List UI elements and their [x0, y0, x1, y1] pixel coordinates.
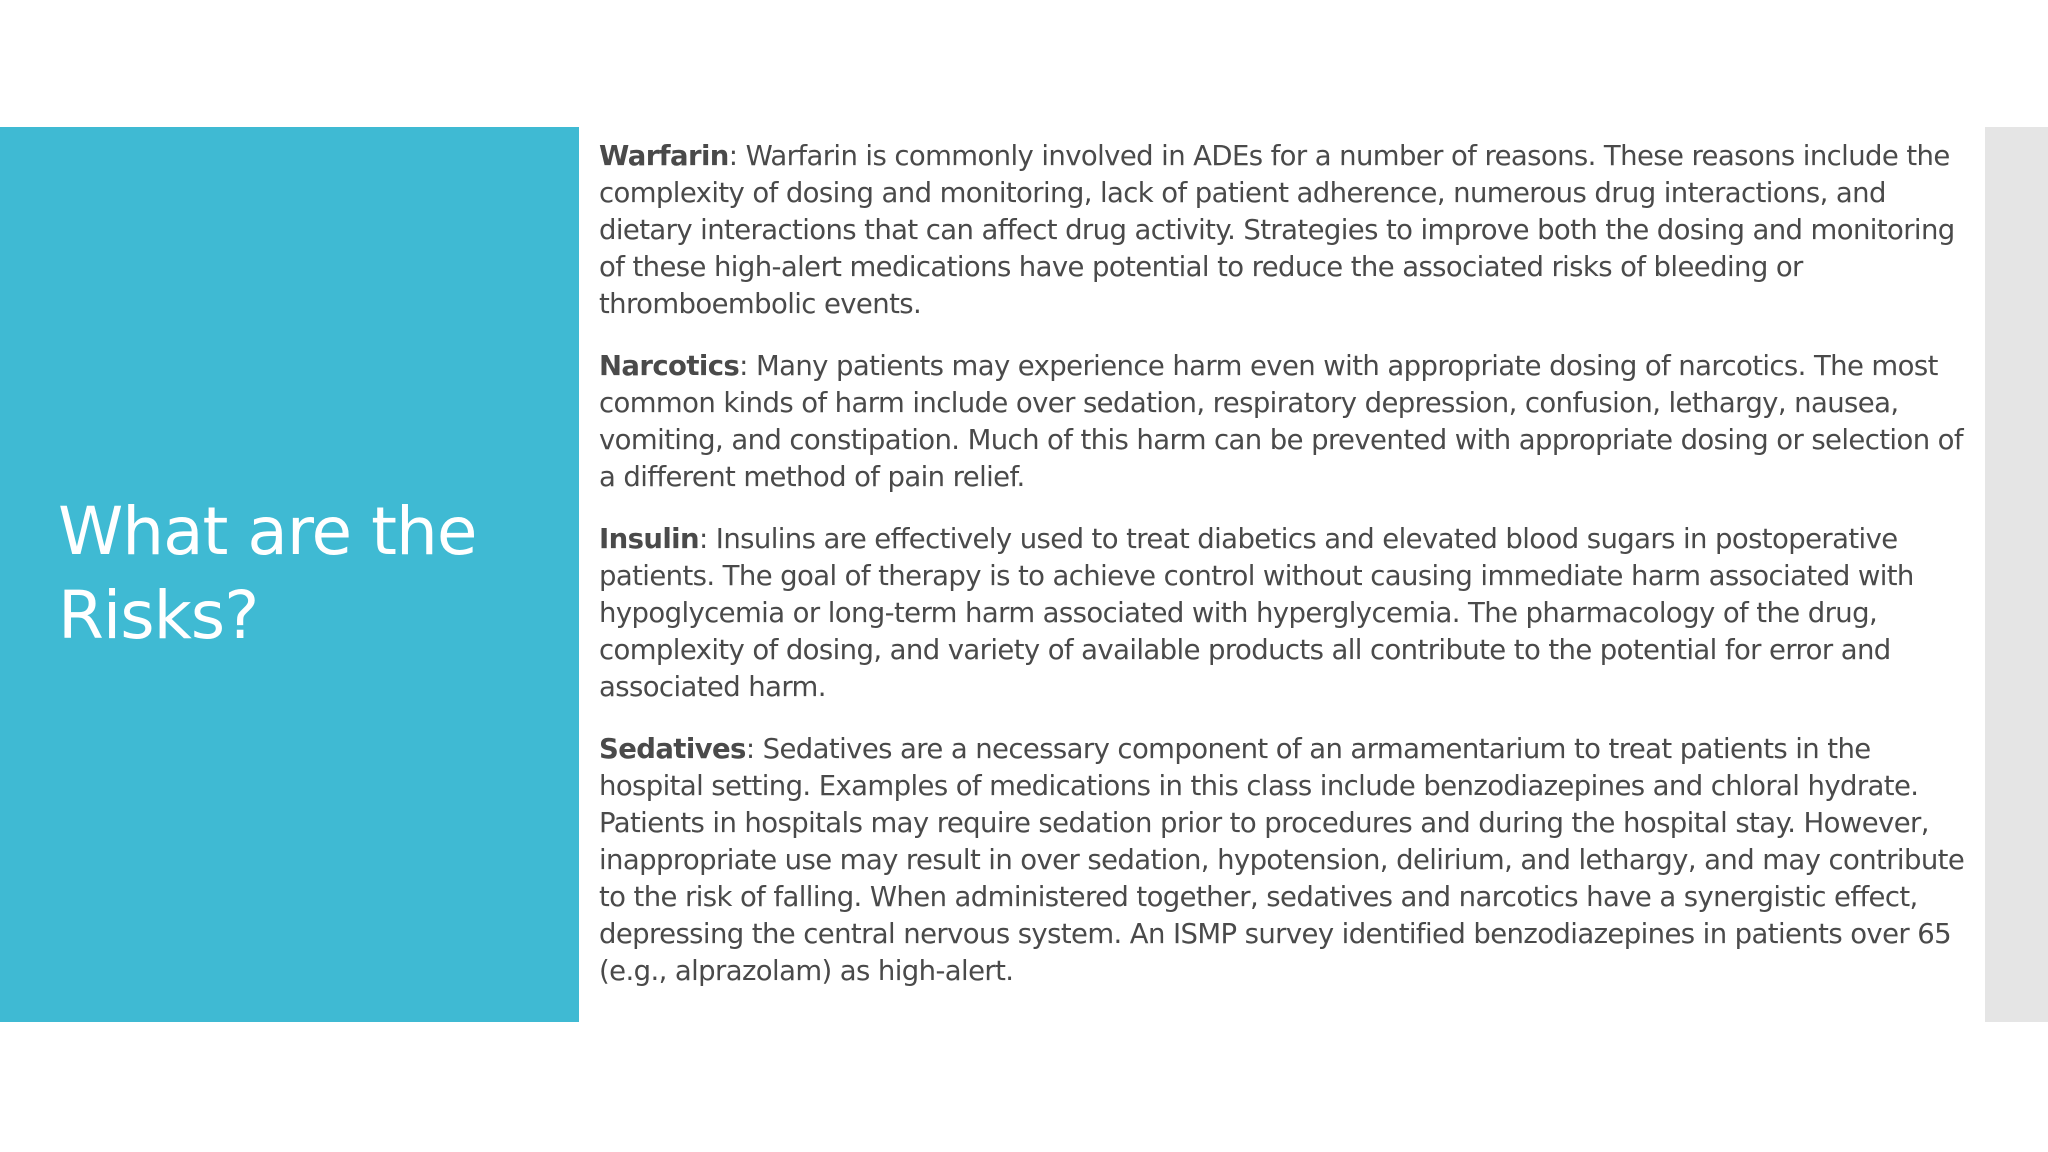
slide-body — [599, 138, 1979, 1015]
term-narcotics: Narcotics — [599, 350, 740, 382]
term-insulin: Insulin — [599, 523, 699, 555]
slide-title: What are the Risks? — [58, 493, 477, 654]
text-insulin: : Insulins are effectively used to treat diabetics and elevated blood sugars in postoperative patients. The goal of therapy is to achieve control without causing immediate harm associated with hypoglycemia or long-term harm associated with hyperglycemia. The pharmacology of the drug, complexity of dosing, and variety of available products all contribute to the potential for error and associated harm. — [599, 523, 1914, 703]
paragraph-sedatives — [599, 731, 1979, 990]
text-narcotics: : Many patients may experience harm even with appropriate dosing of narcotics. The most common kinds of harm include over sedation, respiratory depression, confusion, lethargy, nausea, vomiting, and constipation. Much of this harm can be prevented with appropriate dosing or selection of a different method of pain relief. — [599, 350, 1963, 493]
term-warfarin: Warfarin — [599, 140, 729, 172]
paragraph-warfarin — [599, 138, 1979, 323]
paragraph-narcotics — [599, 348, 1979, 496]
text-warfarin: : Warfarin is commonly involved in ADEs for a number of reasons. These reasons include the complexity of dosing and monitoring, lack of patient adherence, numerous drug interactions, and dietary interactions that can affect drug activity. Strategies to improve both the dosing and monitoring of these high-alert medications have potential to reduce the associated risks of bleeding or thromboembolic events. — [599, 140, 1955, 320]
side-accent-bar — [1985, 127, 2048, 1022]
text-sedatives: : Sedatives are a necessary component of an armamentarium to treat patients in the hospital setting. Examples of medications in this class include benzodiazepines and chloral hydrate. Patients in hospitals may require sedation prior to procedures and during the hospital stay. However, inappropriate use may result in over sedation, hypotension, delirium, and lethargy, and may contribute to the risk of falling. When administered together, sedatives and narcotics have a synergistic effect, depressing the central nervous system. An ISMP survey identified benzodiazepines in patients over 65 (e.g., alprazolam) as high-alert. — [599, 733, 1965, 987]
paragraph-insulin — [599, 521, 1979, 706]
term-sedatives: Sedatives — [599, 733, 746, 765]
